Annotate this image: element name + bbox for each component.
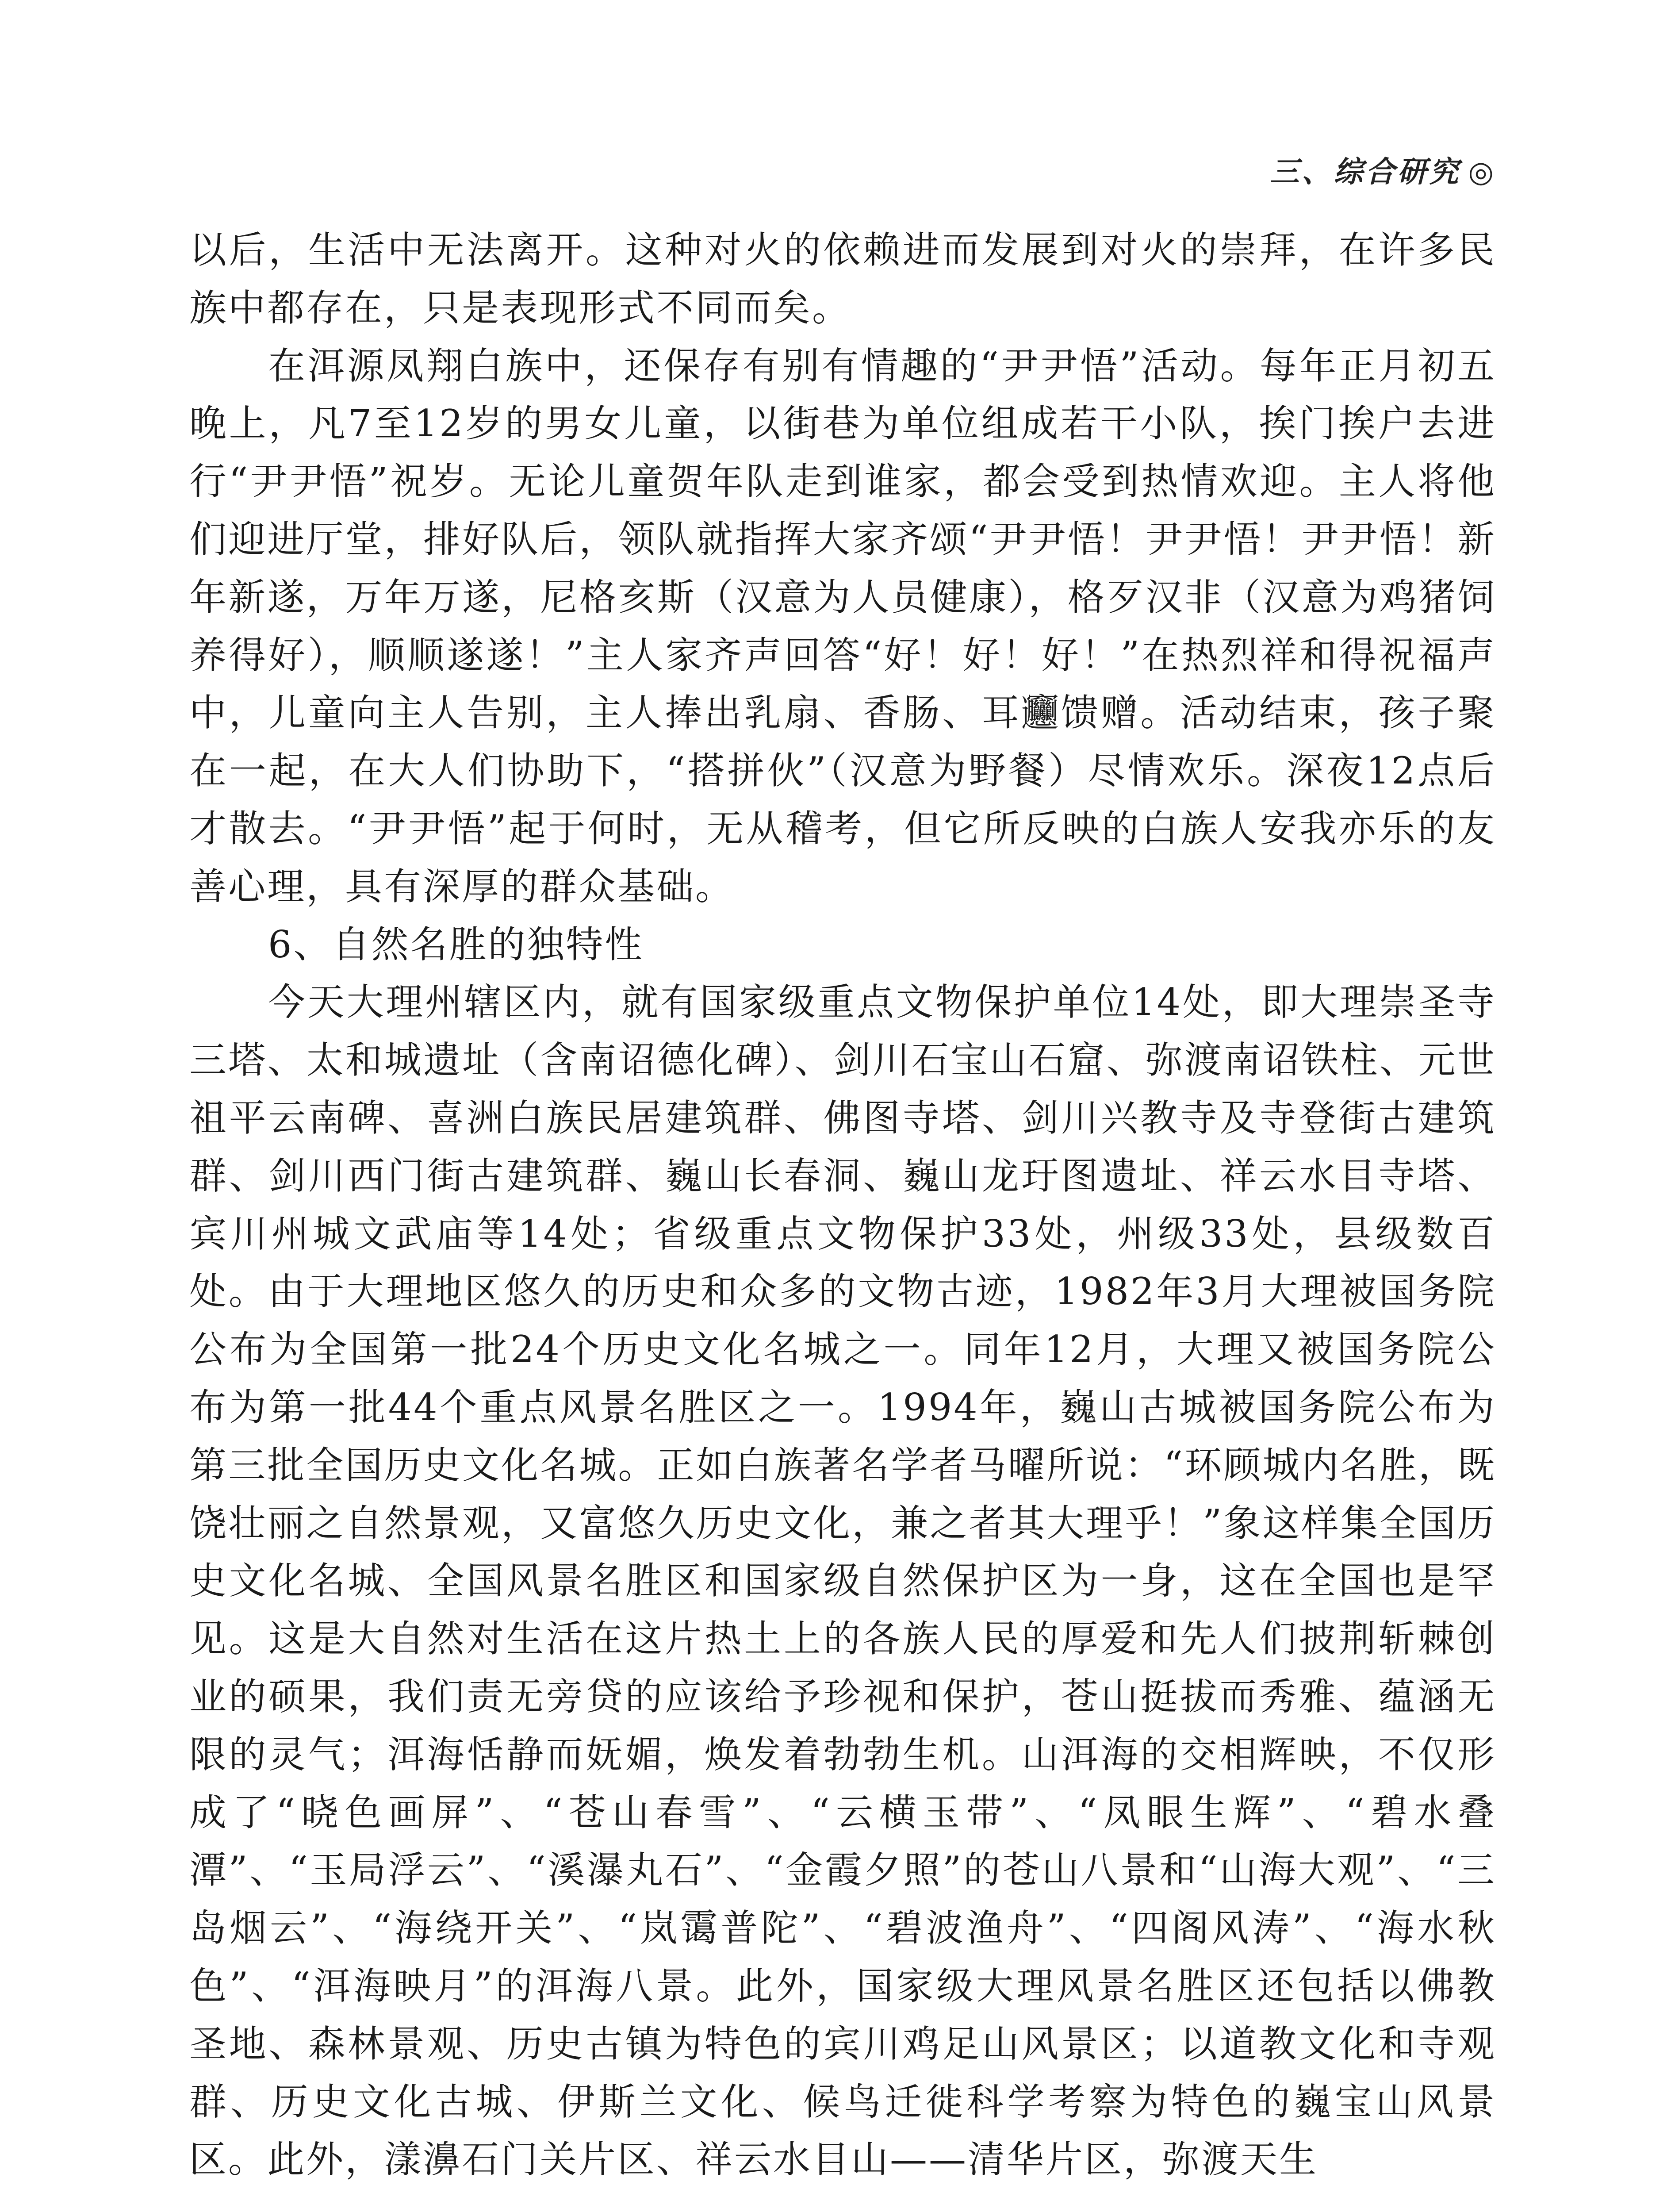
running-header [1270, 148, 1496, 190]
paragraph: 在洱源凤翔白族中，还保存有别有情趣的“尹尹悟”活动。每年正月初五晚上，凡7至12岁的男女儿童，以街巷为单位组成若干小队，挨门挨户去进行“尹尹悟”祝岁。无论儿童贺年队走到谁家，都会受到热情欢迎。主人将他们迎进厅堂，排好队后，领队就指挥大家齐颂“尹尹悟！尹尹悟！尹尹悟！新年新遂，万年万遂，尼格亥斯（汉意为人员健康），格歹汉非（汉意为鸡猪饲养得好），顺顺遂遂！”主人家齐声回答“好！好！好！”在热烈祥和得祝福声中，儿童向主人告别，主人捧出乳扇、香肠、耳𰻞馈赠。活动结束，孩子聚在一起，在大人们协助下，“搭拼伙”（汉意为野餐）尽情欢乐。深夜12点后才散去。“尹尹悟”起于何时，无从稽考，但它所反映的白族人安我亦乐的友善心理，具有深厚的群众基础。 [189, 344, 1496, 908]
double-circle-icon: ◎ [1468, 155, 1496, 189]
section-title: 三、综合研究 [1270, 154, 1461, 189]
paragraph: 今天大理州辖区内，就有国家级重点文物保护单位14处，即大理崇圣寺三塔、太和城遗址（含南诏德化碑）、剑川石宝山石窟、弥渡南诏铁柱、元世祖平云南碑、喜洲白族民居建筑群、佛图寺塔、剑川兴教寺及寺登街古建筑群、剑川西门街古建筑群、巍山长春洞、巍山龙玗图遗址、祥云水目寺塔、宾川州城文武庙等14处；省级重点文物保护33处，州级33处，县级数百处。由于大理地区悠久的历史和众多的文物古迹，1982年3月大理被国务院公布为全国第一批24个历史文化名城之一。同年12月，大理又被国务院公布为第一批44个重点风景名胜区之一。1994年，巍山古城被国务院公布为第三批全国历史文化名城。正如白族著名学者马曜所说：“环顾城内名胜，既饶壮丽之自然景观，又富悠久历史文化，兼之者其大理乎！”象这样集全国历史文化名城、全国风景名胜区和国家级自然保护区为一身，这在全国也是罕见。这是大自然对生活在这片热土上的各族人民的厚爱和先人们披荆斩棘创业的硕果，我们责无旁贷的应该给予珍视和保护，苍山挺拔而秀雅、蕴涵无限的灵气；洱海恬静而妩媚，焕发着勃勃生机。山洱海的交相辉映，不仅形成了“晓色画屏”、“苍山春雪”、“云横玉带”、“凤眼生辉”、“碧水叠潭”、“玉局浮云”、“溪瀑丸石”、“金霞夕照”的苍山八景和“山海大观”、“三岛烟云”、“海绕开关”、“岚霭普陀”、“碧波渔舟”、“四阁风涛”、“海水秋色”、“洱海映月”的洱海八景。此外，国家级大理风景名胜区还包括以佛教圣地、森林景观、历史古镇为特色的宾川鸡足山风景区；以道教文化和寺观群、历史文化古城、伊斯兰文化、候鸟迁徙科学考察为特色的巍宝山风景区。此外，漾濞石门关片区、祥云水目山——清华片区，弥渡天生 [189, 980, 1496, 2181]
body-text [189, 221, 1496, 2189]
section-heading: 6、自然名胜的独特性 [268, 922, 644, 966]
paragraph: 以后，生活中无法离开。这种对火的依赖进而发展到对火的崇拜，在许多民族中都存在，只是表现形式不同而矣。 [189, 228, 1496, 330]
